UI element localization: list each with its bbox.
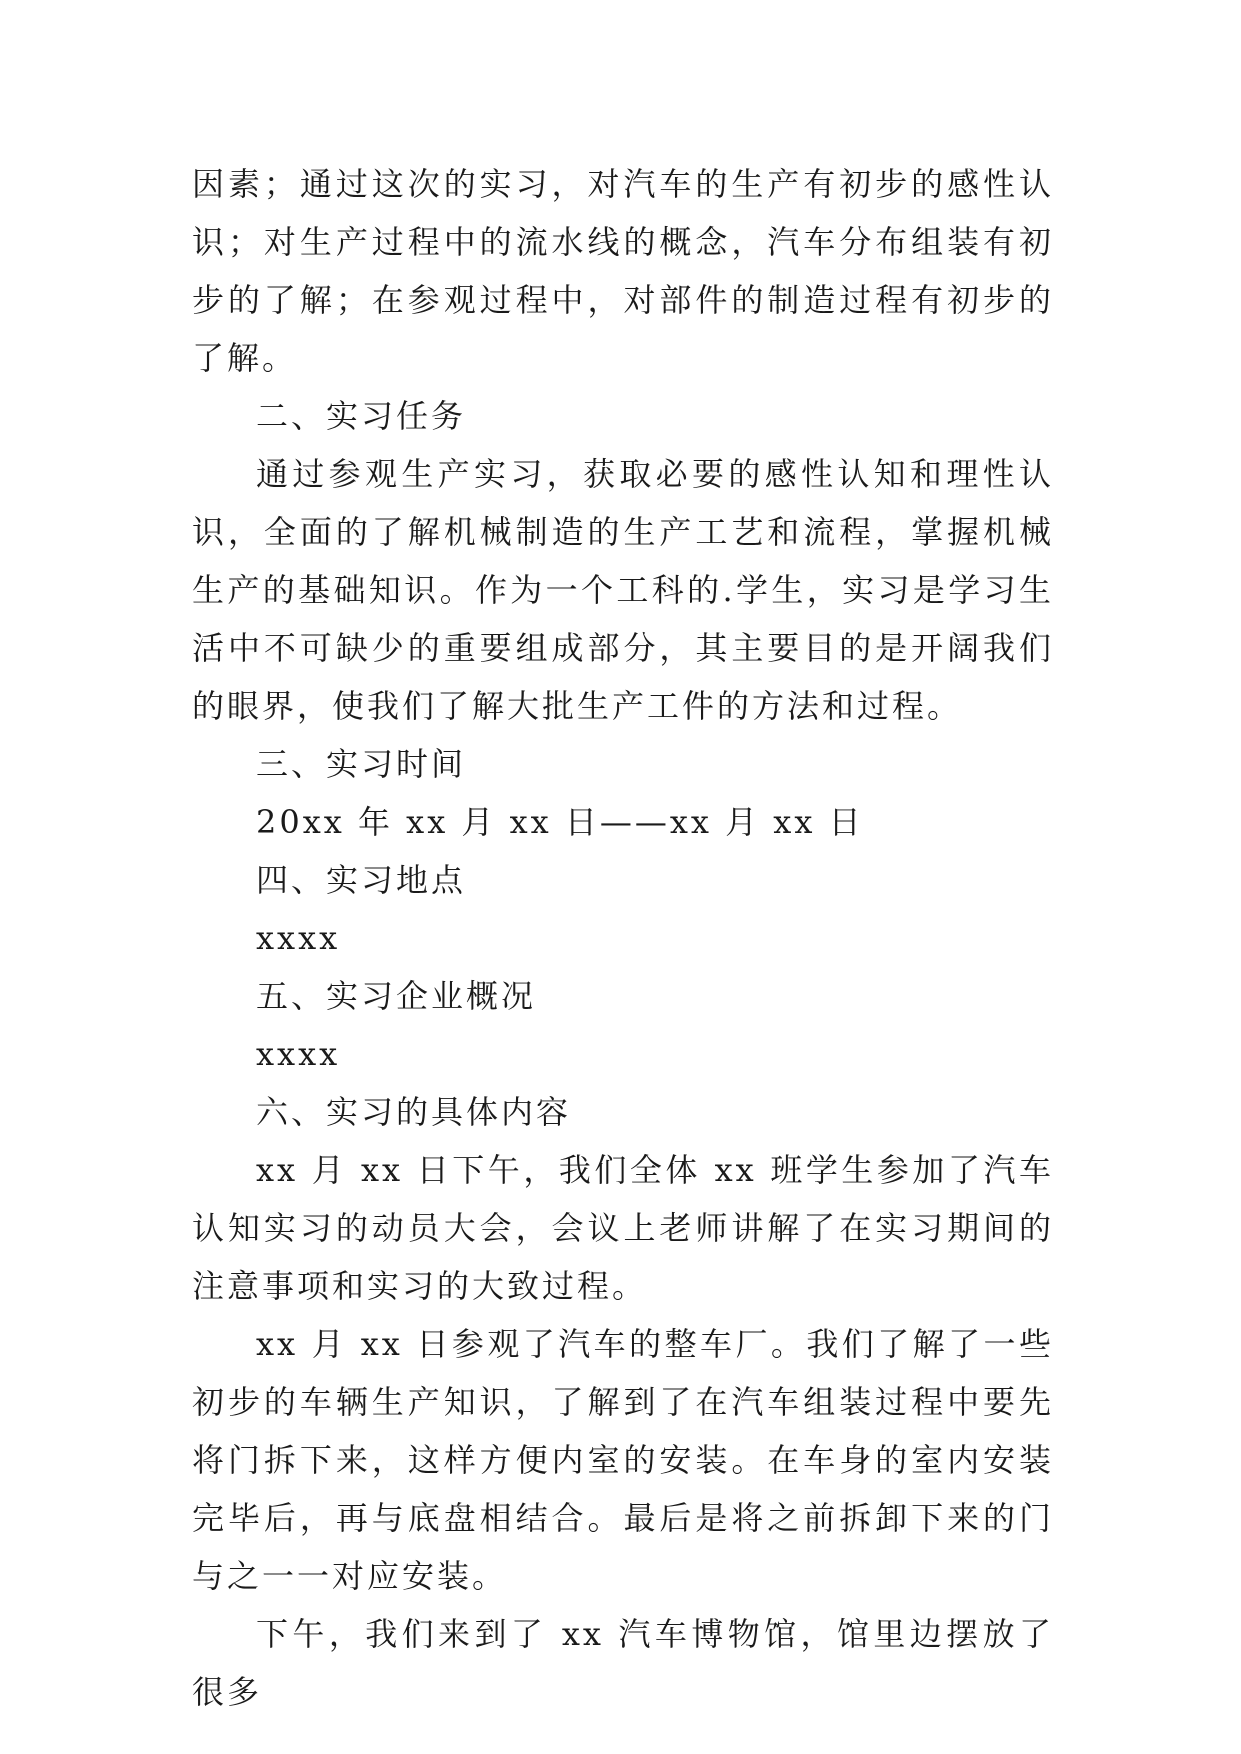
paragraph-content-2: xx 月 xx 日参观了汽车的整车厂。我们了解了一些初步的车辆生产知识，了解到了在汽车组装过程中要先将门拆下来，这样方便内室的安装。在车身的室内安装完毕后，再与底盘相结合。最后是将之前拆卸下来的门与之一一对应安装。 (192, 1325, 1054, 1595)
paragraph-content-1: xx 月 xx 日下午，我们全体 xx 班学生参加了汽车认知实习的动员大会，会议上老师讲解了在实习期间的注意事项和实习的大致过程。 (192, 1151, 1054, 1305)
paragraph-task: 通过参观生产实习，获取必要的感性认知和理性认识，全面的了解机械制造的生产工艺和流程，掌握机械生产的基础知识。作为一个工科的.学生，实习是学习生活中不可缺少的重要组成部分，其主要目的是开阔我们的眼界，使我们了解大批生产工件的方法和过程。 (192, 455, 1054, 725)
paragraph-content-3: 下午，我们来到了 xx 汽车博物馆，馆里边摆放了很多 (192, 1615, 1054, 1711)
paragraph-time: 20xx 年 xx 月 xx 日——xx 月 xx 日 (256, 803, 864, 841)
section-heading-task: 二、实习任务 (256, 397, 467, 435)
paragraph-intro-continued: 因素；通过这次的实习，对汽车的生产有初步的感性认识；对生产过程中的流水线的概念，汽车分布组装有初步的了解；在参观过程中，对部件的制造过程有初步的了解。 (192, 165, 1054, 377)
section-heading-content: 六、实习的具体内容 (256, 1093, 572, 1131)
paragraph-location: xxxx (256, 919, 341, 957)
section-heading-time: 三、实习时间 (256, 745, 467, 783)
section-heading-location: 四、实习地点 (256, 861, 467, 899)
paragraph-company: xxxx (256, 1035, 341, 1073)
document-body (192, 155, 1054, 1721)
section-heading-company: 五、实习企业概况 (256, 977, 537, 1015)
